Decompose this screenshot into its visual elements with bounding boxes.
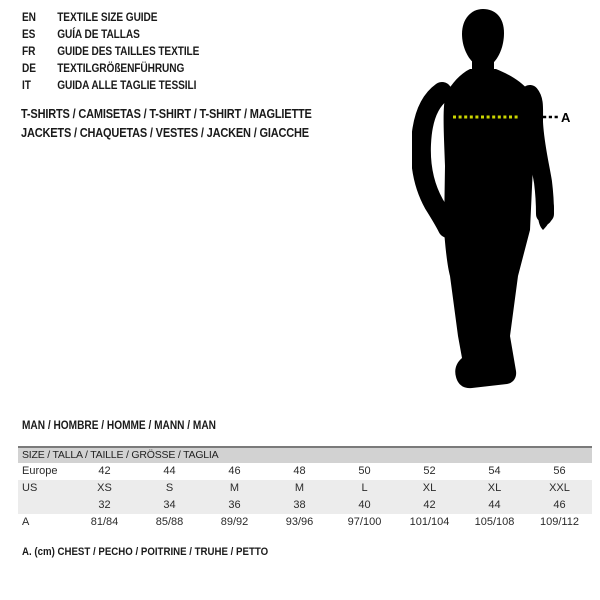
language-code: ES: [22, 29, 36, 41]
size-cell: 101/104: [409, 516, 450, 528]
language-code: FR: [22, 46, 36, 58]
language-text: GUIDE DES TAILLES TEXTILE: [57, 46, 200, 58]
size-cell: 48: [293, 465, 306, 477]
section-title-man: MAN / HOMBRE / HOMME / MANN / MAN: [22, 420, 216, 432]
size-cell: 44: [163, 465, 176, 477]
man-silhouette-figure: [412, 6, 578, 398]
size-cell: 89/92: [220, 516, 249, 528]
size-cell: 56: [553, 465, 566, 477]
size-cell: S: [165, 482, 174, 494]
size-cell: 85/88: [155, 516, 184, 528]
size-cell: 105/108: [474, 516, 515, 528]
size-cell: 93/96: [285, 516, 314, 528]
size-cell: 54: [488, 465, 501, 477]
size-table: [18, 446, 592, 531]
size-cell: L: [361, 482, 368, 494]
size-table-header: SIZE / TALLA / TAILLE / GRÖSSE / TAGLIA: [18, 448, 592, 463]
language-row-es: [22, 27, 199, 44]
size-cell: 42: [423, 499, 436, 511]
table-row-us-numeric: [18, 497, 592, 514]
size-cell: 46: [553, 499, 566, 511]
size-cell: 109/112: [540, 516, 579, 528]
size-cell: 50: [358, 465, 371, 477]
measurement-footnote: A. (cm) CHEST / PECHO / POITRINE / TRUHE / PETTO: [22, 546, 269, 558]
size-cell: M: [229, 482, 240, 494]
size-cell: XL: [487, 482, 502, 494]
language-text: TEXTILE SIZE GUIDE: [57, 12, 158, 24]
table-row-chest-a: [18, 514, 592, 531]
language-row-fr: [22, 44, 199, 61]
size-cell: 40: [358, 499, 371, 511]
product-types-jackets: JACKETS / CHAQUETAS / VESTES / JACKEN / GIACCHE: [21, 126, 309, 140]
language-row-it: [22, 78, 199, 95]
product-types: [21, 105, 312, 143]
language-code: IT: [22, 80, 31, 92]
product-types-tshirts: T-SHIRTS / CAMISETAS / T-SHIRT / T-SHIRT / MAGLIETTE: [21, 107, 312, 121]
size-cell: M: [294, 482, 305, 494]
language-code: DE: [22, 63, 36, 75]
language-code: EN: [22, 12, 36, 24]
size-cell: 46: [228, 465, 241, 477]
row-label: Europe: [22, 465, 58, 477]
size-cell: 36: [228, 499, 241, 511]
size-cell: 97/100: [347, 516, 382, 528]
size-cell: 52: [423, 465, 436, 477]
size-cell: 81/84: [90, 516, 119, 528]
table-row-us: [18, 480, 592, 497]
row-label: US: [22, 482, 38, 494]
size-cell: 44: [488, 499, 501, 511]
size-cell: 38: [293, 499, 306, 511]
size-cell: XXL: [549, 482, 570, 494]
language-legend: [22, 10, 199, 95]
language-row-en: [22, 10, 199, 27]
language-row-de: [22, 61, 199, 78]
language-text: GUIDA ALLE TAGLIE TESSILI: [57, 80, 197, 92]
table-row-europe: [18, 463, 592, 480]
size-cell: XL: [422, 482, 437, 494]
size-cell: 42: [98, 465, 111, 477]
measurement-label-a: A: [561, 110, 571, 125]
size-cell: 34: [163, 499, 176, 511]
size-cell: XS: [97, 482, 112, 494]
language-text: TEXTILGRÖßENFÜHRUNG: [57, 63, 185, 75]
size-cell: 32: [98, 499, 111, 511]
row-label: A: [22, 516, 30, 528]
language-text: GUÍA DE TALLAS: [57, 29, 140, 41]
row-label: [18, 497, 72, 514]
